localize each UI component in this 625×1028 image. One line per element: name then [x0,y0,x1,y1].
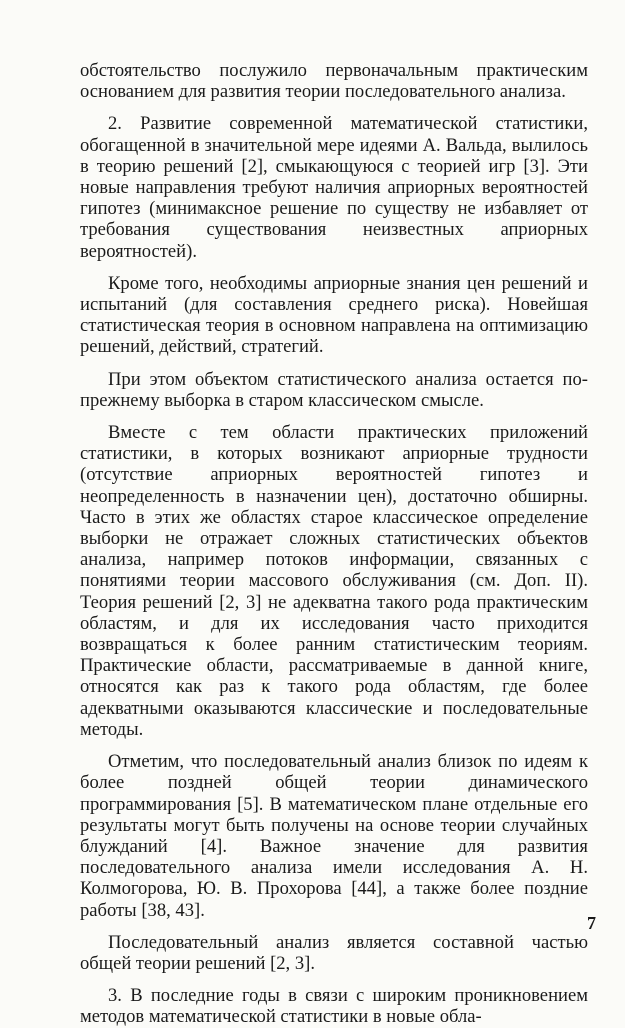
page-number: 7 [587,913,596,933]
paragraph-7: Последовательный анализ является составной частью общей теории решений [2, 3]. [80,931,588,974]
paragraph-2: 2. Развитие современной математической статистики, обогащенной в значительной мере идеями А. Вальда, вылилось в теорию решений [2], смыкающуюся с теорией игр [3]. Эти новые направления требуют наличия априорных вероятностей гипотез (минимаксное решение по существу не избавляет от требования существования неизвестных априорных вероятностей). [80,113,588,262]
paragraph-1: обстоятельство послужило первоначальным практическим основанием для развития теории последовательного анализа. [80,60,588,103]
paragraph-6: Отметим, что последовательный анализ близок по идеям к более поздней общей теории динамического программирования [5]. В математическом плане отдельные его результаты могут быть получены на основе теории случайных блужданий [4]. Важное значение для развития последовательного анализа имели исследования А. Н. Колмогорова, Ю. В. Прохорова [44], а также более поздние работы [38, 43]. [80,751,588,921]
page-body [80,60,588,1028]
paragraph-8: 3. В последние годы в связи с широким проникновением методов математической статистики в новые обла- [80,985,588,1028]
paragraph-4: При этом объектом статистического анализа остается по-прежнему выборка в старом классическом смысле. [80,368,588,411]
paragraph-5: Вместе с тем области практических приложений статистики, в которых возникают априорные трудности (отсутствие априорных вероятностей гипотез и неопределенность в назначении цен), достаточно обширны. Часто в этих же областях старое классическое определение выборки не отражает сложных статистических объектов анализа, например потоков информации, связанных с понятиями теории массового обслуживания (см. Доп. II). Теория решений [2, 3] не адекватна такого рода практическим областям, и для их исследования часто приходится возвращаться к более ранним статистическим теориям. Практические области, рассматриваемые в данной книге, относятся как раз к такого рода областям, где более адекватными оказываются классические и последовательные методы. [80,422,588,740]
paragraph-3: Кроме того, необходимы априорные знания цен решений и испытаний (для составления среднего риска). Новейшая статистическая теория в основном направлена на оптимизацию решений, действий, стратегий. [80,272,588,358]
